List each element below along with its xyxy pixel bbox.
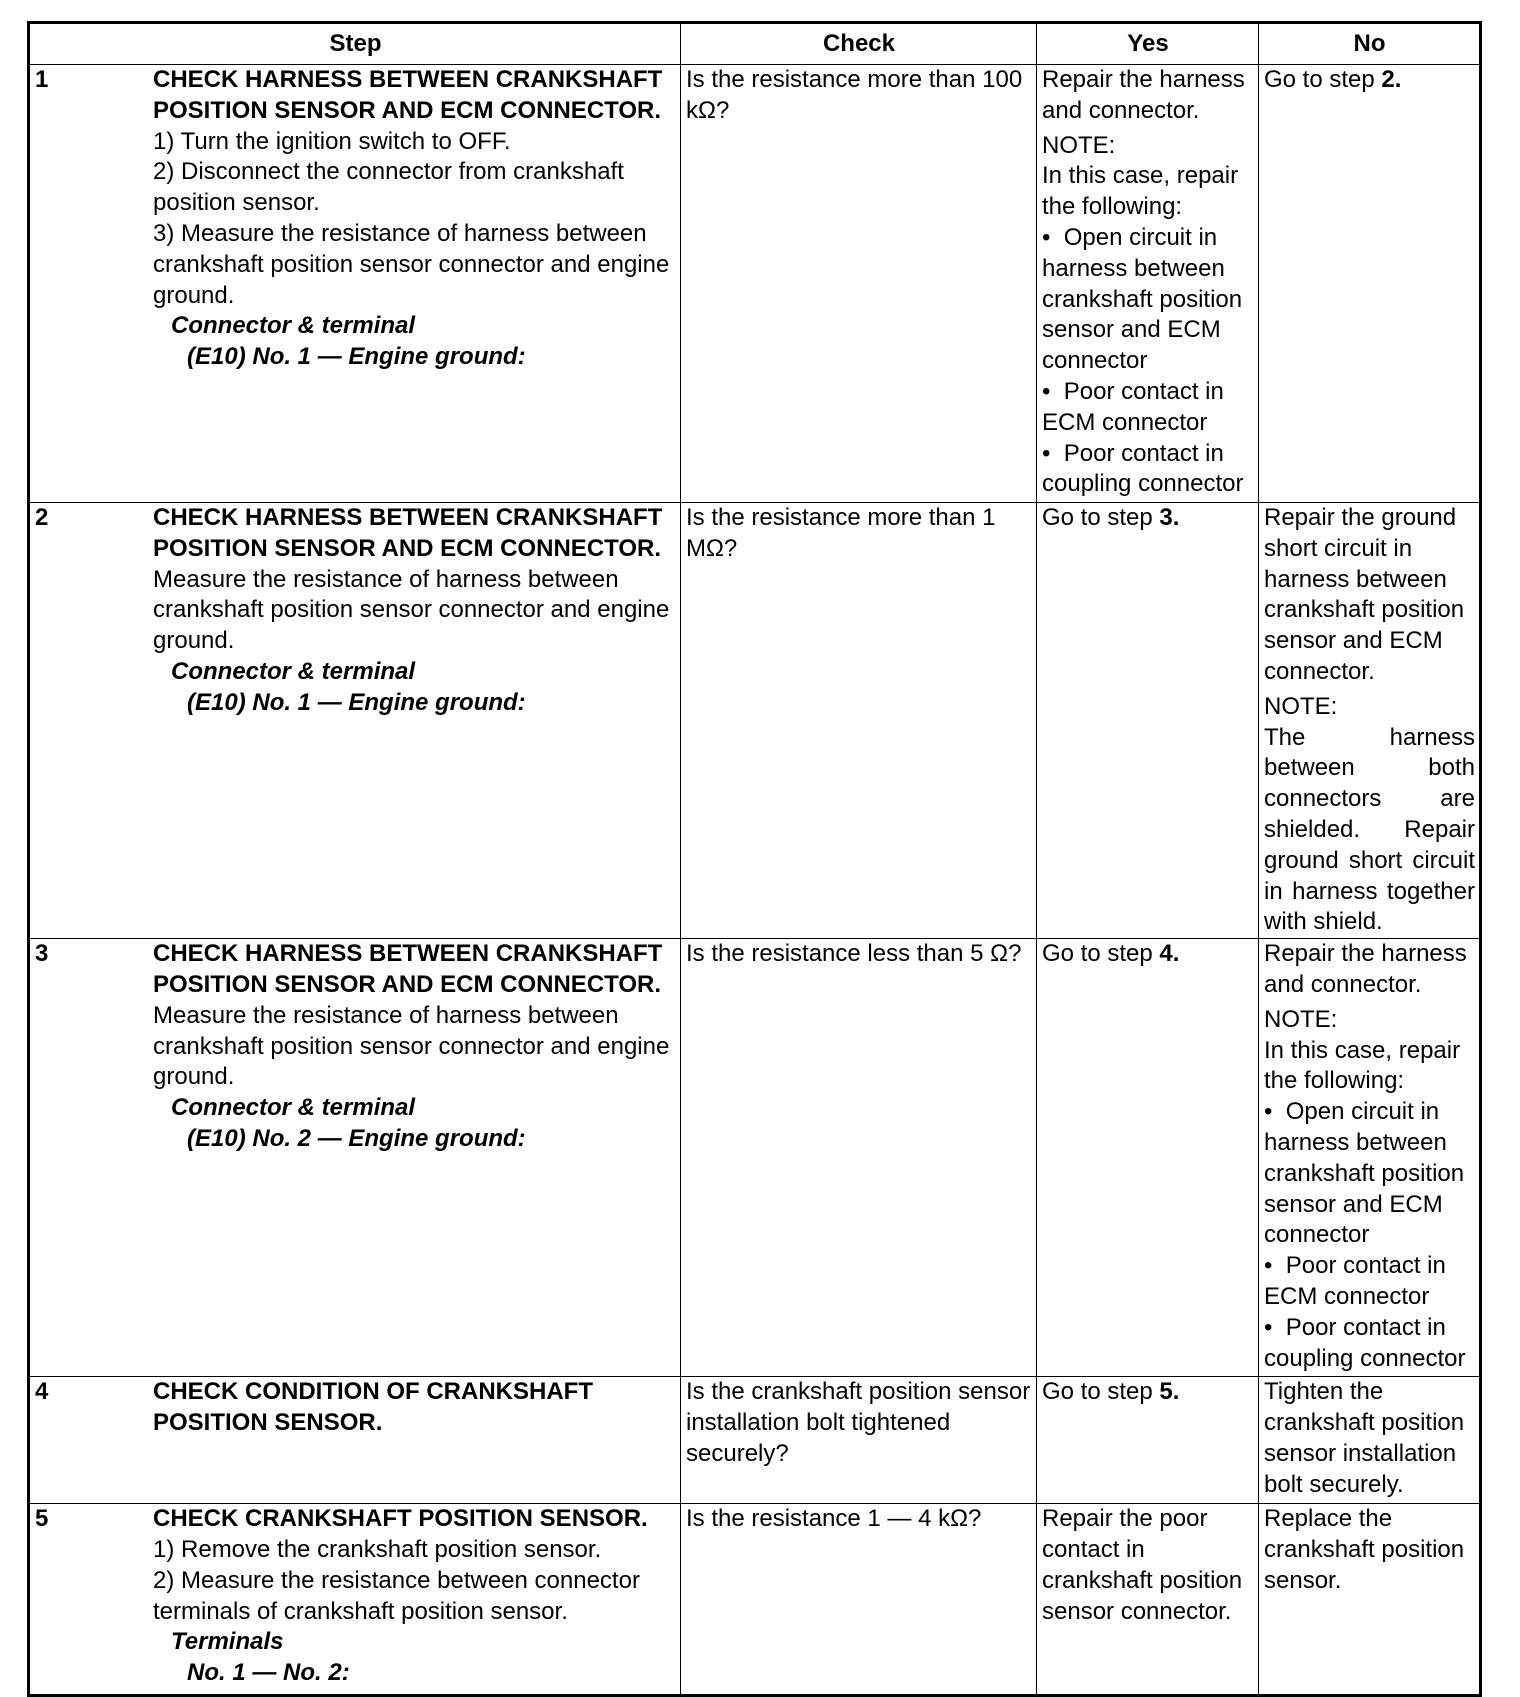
table-row — [29, 65, 1481, 503]
header-step: Step — [29, 23, 681, 65]
spec-value: No. 1 — No. 2: — [187, 1659, 350, 1687]
header-no: No — [1259, 23, 1481, 65]
no-text: Repair the ground short circuit in harness between crankshaft position sensor and ECM connector. — [1264, 504, 1465, 685]
yes-cell — [1037, 1377, 1259, 1504]
step-instruction: 1) Turn the ignition switch to OFF. — [153, 127, 511, 155]
note-label: NOTE: — [1264, 692, 1338, 720]
note-label: NOTE: — [1042, 131, 1116, 159]
header-check: Check — [681, 23, 1037, 65]
no-cell — [1259, 939, 1481, 1377]
step-instruction: 2) Disconnect the connector from crankshaft position sensor. — [153, 158, 624, 217]
no-cell — [1259, 503, 1481, 939]
step-number: 4 — [35, 1378, 49, 1406]
spec-label: Connector & terminal — [171, 1094, 416, 1122]
step-cell — [29, 1377, 681, 1504]
step-number: 3 — [35, 940, 49, 968]
goto-step: 3. — [1159, 504, 1180, 531]
goto-prefix: Go to step — [1042, 1378, 1160, 1406]
bullet-item: • Poor contact in coupling connector — [1264, 1313, 1475, 1375]
note-text: In this case, repair the following: — [1042, 162, 1239, 221]
check-cell: Is the resistance less than 5 Ω? — [681, 939, 1037, 1377]
check-cell: Is the resistance more than 100 kΩ? — [681, 65, 1037, 503]
yes-cell: Repair the poor contact in crankshaft position sensor connector. — [1037, 1504, 1259, 1696]
bullet-item: • Poor contact in coupling connector — [1042, 439, 1254, 501]
goto-prefix: Go to step — [1042, 940, 1160, 968]
step-instruction: 1) Remove the crankshaft position sensor. — [153, 1535, 602, 1563]
step-title: CHECK HARNESS BETWEEN CRANKSHAFT POSITION SENSOR AND ECM CONNECTOR. — [153, 504, 663, 562]
goto-prefix: Go to step — [1264, 66, 1382, 93]
goto-step: 5. — [1159, 1378, 1180, 1406]
step-cell — [29, 503, 681, 939]
step-number: 2 — [35, 504, 49, 531]
step-instruction: 3) Measure the resistance of harness between crankshaft position sensor connector and engine ground. — [153, 219, 670, 309]
yes-cell — [1037, 65, 1259, 503]
step-cell — [29, 939, 681, 1377]
step-title: CHECK CRANKSHAFT POSITION SENSOR. — [153, 1505, 648, 1533]
table-row — [29, 939, 1481, 1377]
yes-text: Repair the harness and connector. — [1042, 66, 1245, 124]
step-title: CHECK CONDITION OF CRANKSHAFT POSITION SENSOR. — [153, 1378, 593, 1436]
header-row — [29, 23, 1481, 65]
spec-label: Connector & terminal — [171, 312, 416, 340]
check-cell: Is the resistance 1 — 4 kΩ? — [681, 1504, 1037, 1696]
table-row — [29, 503, 1481, 939]
step-number: 1 — [35, 66, 49, 93]
bullet-item: • Open circuit in harness between crankshaft position sensor and ECM connector — [1264, 1097, 1475, 1251]
diagnostic-table — [27, 21, 1482, 1697]
step-number: 5 — [35, 1505, 49, 1533]
step-title: CHECK HARNESS BETWEEN CRANKSHAFT POSITION SENSOR AND ECM CONNECTOR. — [153, 940, 663, 998]
step-instruction: 2) Measure the resistance between connector terminals of crankshaft position sensor. — [153, 1566, 640, 1625]
yes-cell — [1037, 939, 1259, 1377]
no-text: Repair the harness and connector. — [1264, 940, 1467, 998]
bullet-item: • Poor contact in ECM connector — [1264, 1251, 1475, 1313]
spec-label: Connector & terminal — [171, 657, 416, 685]
spec-value: (E10) No. 1 — Engine ground: — [187, 688, 526, 716]
bullet-item: • Open circuit in harness between crankshaft position sensor and ECM connector — [1042, 223, 1254, 377]
goto-step: 2. — [1381, 66, 1402, 93]
note-text: In this case, repair the following: — [1264, 1036, 1461, 1095]
spec-value: (E10) No. 2 — Engine ground: — [187, 1124, 526, 1152]
header-yes: Yes — [1037, 23, 1259, 65]
no-cell: Tighten the crankshaft position sensor installation bolt securely. — [1259, 1377, 1481, 1504]
goto-step: 4. — [1159, 940, 1180, 968]
spec-value: (E10) No. 1 — Engine ground: — [187, 343, 526, 371]
step-instruction: Measure the resistance of harness between crankshaft position sensor connector and engine ground. — [153, 1001, 670, 1091]
no-cell: Replace the crankshaft position sensor. — [1259, 1504, 1481, 1696]
step-title: CHECK HARNESS BETWEEN CRANKSHAFT POSITION SENSOR AND ECM CONNECTOR. — [153, 66, 663, 124]
step-cell — [29, 1504, 681, 1696]
spec-label: Terminals — [171, 1628, 284, 1656]
step-cell — [29, 65, 681, 503]
note-label: NOTE: — [1264, 1005, 1338, 1033]
goto-prefix: Go to step — [1042, 504, 1160, 531]
yes-cell — [1037, 503, 1259, 939]
table-row — [29, 1377, 1481, 1504]
check-cell: Is the resistance more than 1 MΩ? — [681, 503, 1037, 939]
step-instruction: Measure the resistance of harness between crankshaft position sensor connector and engine ground. — [153, 565, 670, 655]
no-cell — [1259, 65, 1481, 503]
note-text: The harness between both connectors are shielded. Repair ground short circuit in harness together with shield. — [1264, 723, 1475, 936]
check-cell: Is the crankshaft position sensor installation bolt tightened securely? — [681, 1377, 1037, 1504]
table-row — [29, 1504, 1481, 1696]
bullet-item: • Poor contact in ECM connector — [1042, 377, 1254, 439]
